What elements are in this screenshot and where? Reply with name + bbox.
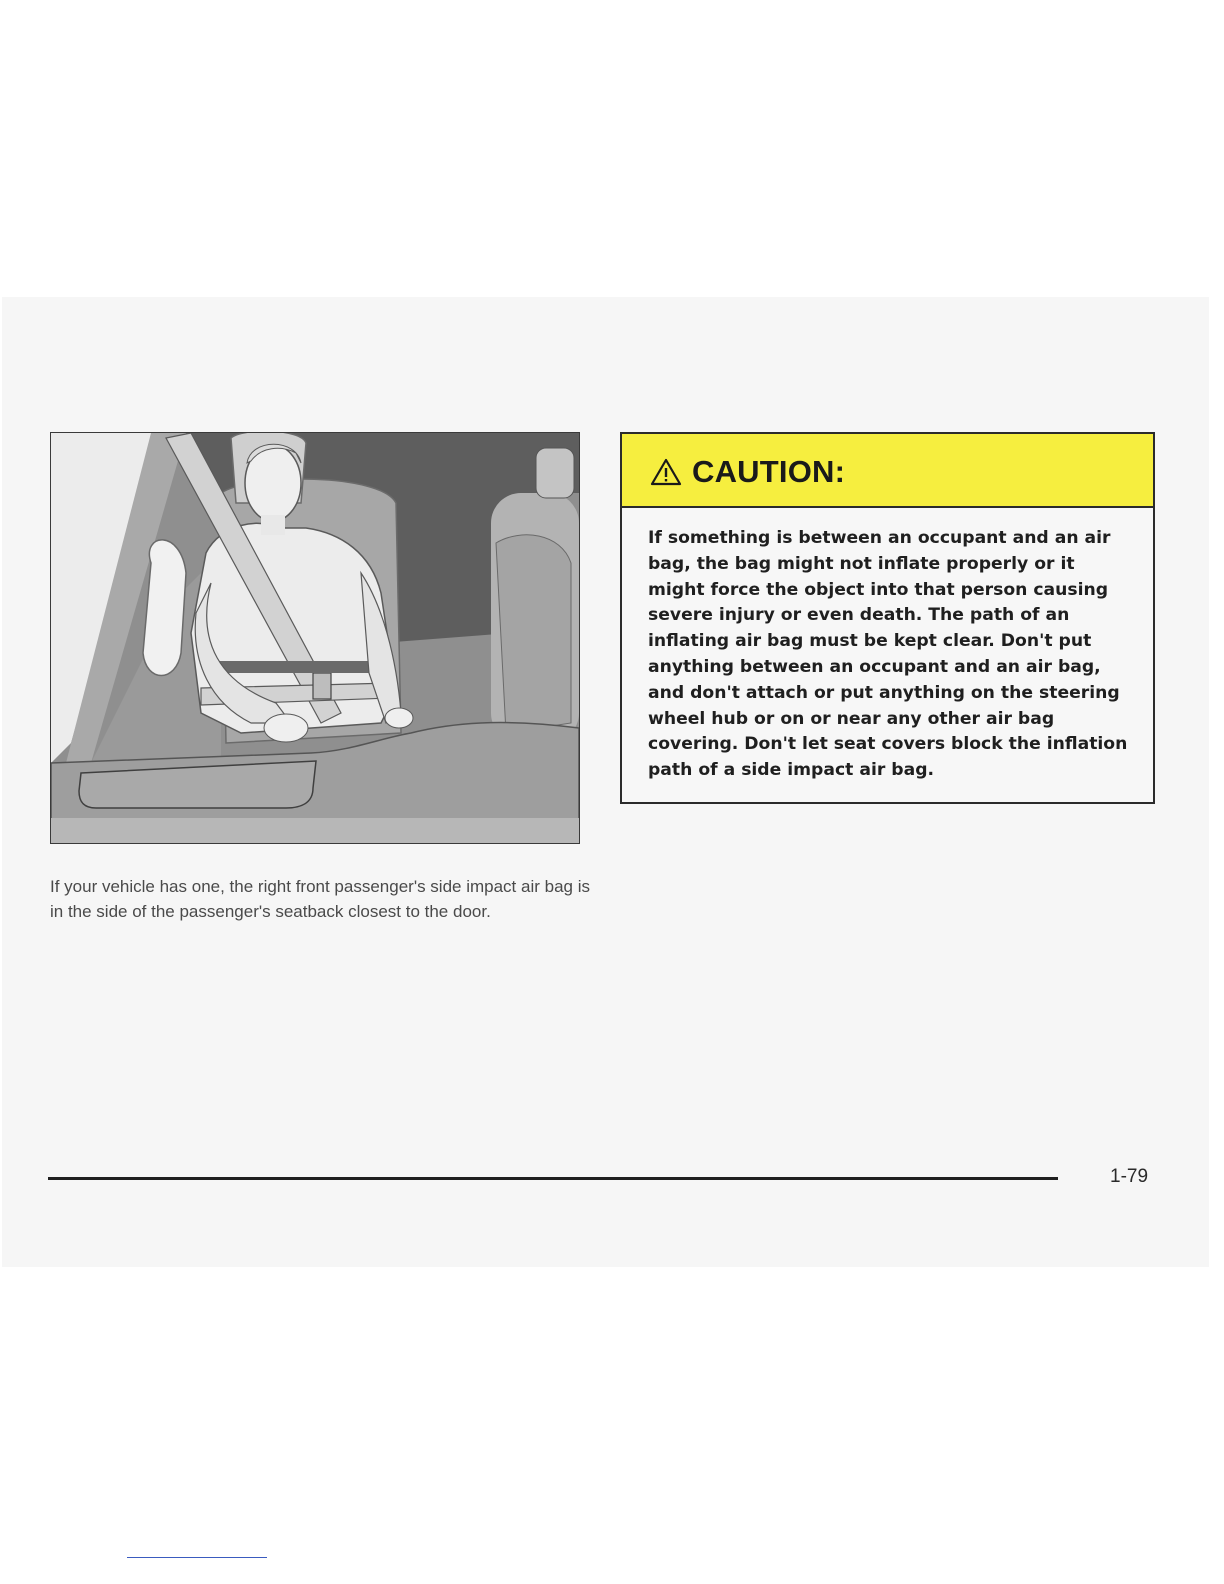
caution-box [620,432,1155,804]
caution-header [622,434,1153,508]
passenger-airbag-illustration [50,432,580,844]
page-number: 1-79 [1110,1166,1149,1187]
bottom-link-underline [127,1557,267,1558]
footer-rule [48,1177,1058,1180]
caution-text: If something is between an occupant and an air bag, the bag might not inflate properly or it might force the object into that person causing severe injury or even death. The path of an inflating air bag must be kept clear. Don't put anything between an occupant and an air bag, and don't attach or put anything on the steering wheel hub or on or near any other air bag covering. Don't let seat covers block the inflation path of a side impact air bag. [648,528,1128,781]
caution-title: CAUTION: [692,454,846,489]
figure-caption: If your vehicle has one, the right front passenger's side impact air bag is in the side of the passenger's seatback closest to the door. [50,877,590,921]
warning-triangle-icon [650,457,682,487]
seated-passenger-illustration [51,433,579,843]
